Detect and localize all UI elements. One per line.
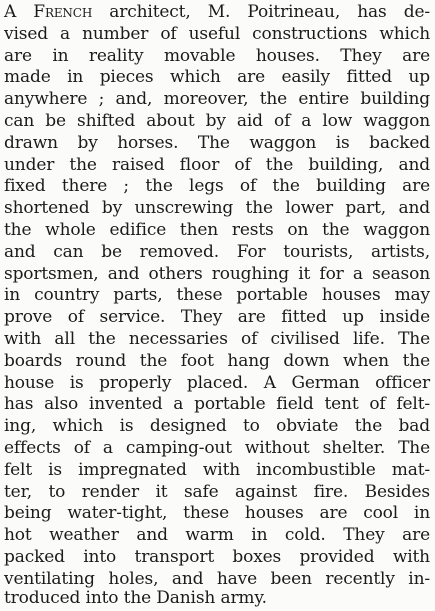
article-line: sportsmen, and others roughing it for a season xyxy=(4,263,430,284)
article-line: vised a number of useful constructions which xyxy=(4,23,430,44)
article-line: made in pieces which are easily fitted up xyxy=(4,67,430,88)
article-line: fixed there ; the legs of the building are xyxy=(4,176,430,197)
article-line: ter, to render it safe against fire. Besides xyxy=(4,481,430,502)
article-line: has also invented a portable field tent of felt- xyxy=(4,394,430,415)
article-line: ing, which is designed to obviate the bad xyxy=(4,416,430,437)
article-line: the whole edifice then rests on the waggon xyxy=(4,220,430,240)
article-line: house is properly placed. A German officer xyxy=(4,372,430,393)
article-line: hot weather and warm in cold. They are xyxy=(4,525,430,546)
article-line: packed into transport boxes provided with xyxy=(4,547,430,567)
article-line: prove of service. They are fitted up inside xyxy=(4,307,430,328)
article-line: in country parts, these portable houses may xyxy=(4,285,430,306)
article-line: troduced into the Danish army. xyxy=(4,588,267,608)
article-line: with all the necessaries of civilised life. The xyxy=(4,329,430,349)
article-line: boards round the foot hang down when the xyxy=(4,350,430,371)
article-line: shortened by unscrewing the lower part, and xyxy=(4,198,430,219)
article-line: being water-tight, these houses are cool in xyxy=(4,503,430,524)
article-line: drawn by horses. The waggon is backed xyxy=(4,132,430,153)
article-line: and can be removed. For tourists, artists, xyxy=(4,241,430,262)
article-line: can be shifted about by aid of a low waggon xyxy=(4,111,430,131)
article-line: are in reality movable houses. They are xyxy=(4,45,430,66)
smallcaps-word: French xyxy=(33,2,93,22)
article-line: under the raised floor of the building, and xyxy=(4,154,430,175)
article-line: felt is impregnated with incombustible mat- xyxy=(4,459,430,480)
article-line: ventilating holes, and have been recently in- xyxy=(4,568,430,589)
article-line: anywhere ; and, moreover, the entire building xyxy=(4,89,430,110)
article-line: A French architect, M. Poitrineau, has de- xyxy=(4,2,431,22)
article-line: effects of a camping-out without shelter. The xyxy=(4,438,430,458)
